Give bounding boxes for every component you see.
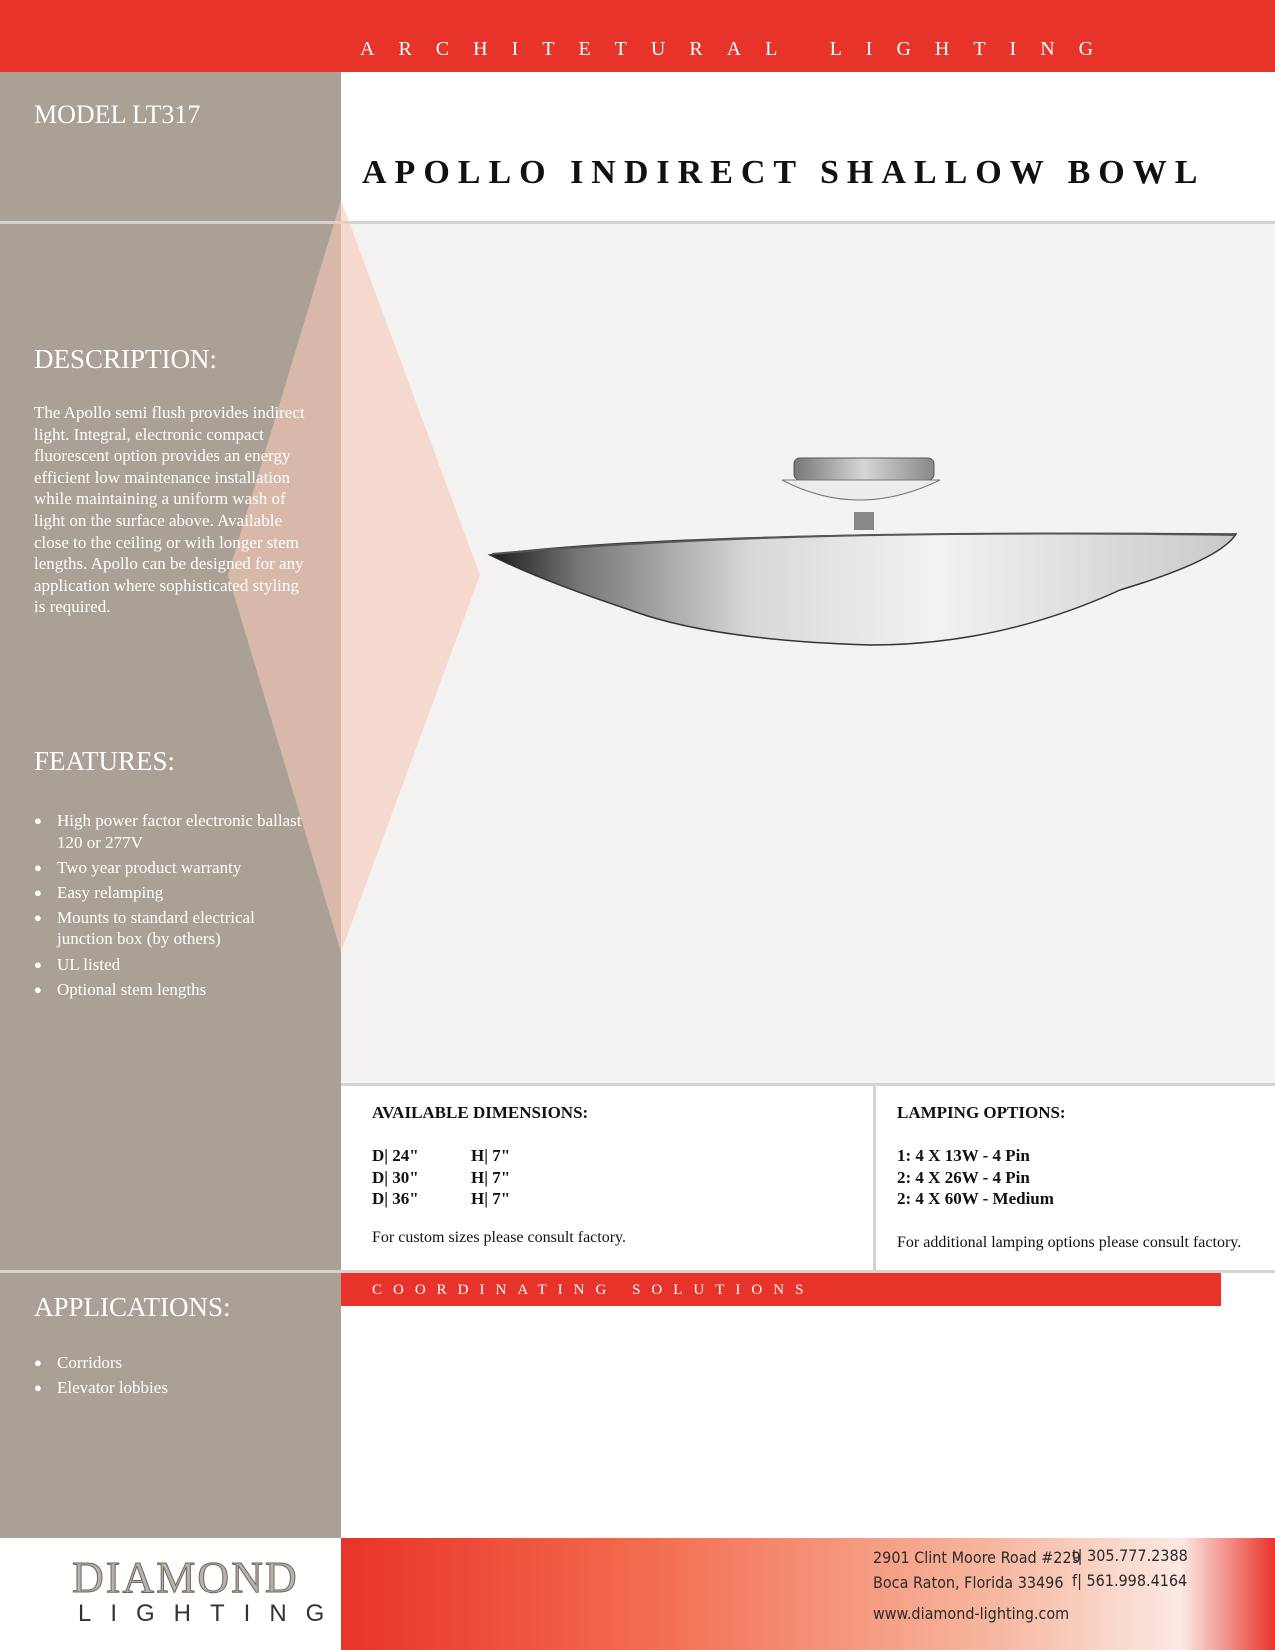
diameter-value: D| 30" [372,1167,419,1187]
feature-item: ● Mounts to standard electrical junction box (by others) [34,907,314,950]
dimensions-table [372,1145,592,1210]
feature-item: ● UL listed [34,954,314,976]
features-heading: FEATURES: [34,746,176,776]
divider [873,1086,876,1270]
lamping-option: 2: 4 X 26W - 4 Pin [897,1167,1030,1187]
company-logo-subtitle: LIGHTING [78,1600,344,1627]
diameter-value: D| 24" [372,1146,419,1165]
header-tagline: ARCHITETURAL LIGHTING [360,38,1118,60]
features-list [34,810,314,1004]
feature-item: ● Two year product warranty [34,857,314,879]
height-value: H| 7" [471,1146,511,1165]
lamping-list [897,1145,1197,1210]
address-line-2: Boca Raton, Florida 33496 [873,1573,1064,1592]
application-item: ● Elevator lobbies [34,1377,314,1399]
dimensions-heading: AVAILABLE DIMENSIONS: [372,1103,589,1122]
lamping-heading: LAMPING OPTIONS: [897,1103,1066,1122]
website-link[interactable]: www.diamond-lighting.com [873,1604,1070,1623]
divider [341,1083,1275,1086]
description-heading: DESCRIPTION: [34,344,218,374]
dimension-row [372,1188,592,1210]
feature-item: ● Optional stem lengths [34,979,314,1001]
lamping-option: 2: 4 X 60W - Medium [897,1189,1054,1209]
application-item: ● Corridors [34,1352,314,1374]
divider [0,221,1275,224]
bowl-fixture-image [480,450,1250,680]
dimensions-note: For custom sizes please consult factory. [372,1229,627,1246]
description-text: The Apollo semi flush provides indirect light. Integral, electronic compact fluorescent option provides an energy efficient low maintenance installation while maintaining a uniform wash of light on the surface above. Available close to the ceiling or with longer stem lengths. Apollo can be designed for any application where sophisticated styling is required. [34,403,305,617]
height-value: H| 7" [471,1167,511,1187]
fax-number: f| 561.998.4164 [1072,1571,1188,1590]
lamping-option: 1: 4 X 13W - 4 Pin [897,1146,1030,1165]
model-number: MODEL LT317 [34,100,201,129]
header-bar [0,0,1275,72]
applications-list [34,1352,314,1402]
diameter-value: D| 36" [372,1189,419,1209]
lamping-note: For additional lamping options please consult factory. [897,1234,1242,1251]
phone-number: t| 305.777.2388 [1072,1546,1188,1565]
feature-item: ● Easy relamping [34,882,314,904]
height-value: H| 7" [471,1189,511,1209]
coordinating-label: COORDINATING SOLUTIONS [372,1282,815,1298]
applications-heading: APPLICATIONS: [34,1292,231,1322]
company-logo: DIAMOND [72,1553,299,1602]
dimension-row [372,1167,592,1189]
address-line-1: 2901 Clint Moore Road #229 [873,1548,1081,1567]
dimension-row [372,1145,592,1167]
product-title: APOLLO INDIRECT SHALLOW BOWL [362,154,1206,191]
feature-item: ● High power factor electronic ballast 120 or 277V [34,810,314,853]
